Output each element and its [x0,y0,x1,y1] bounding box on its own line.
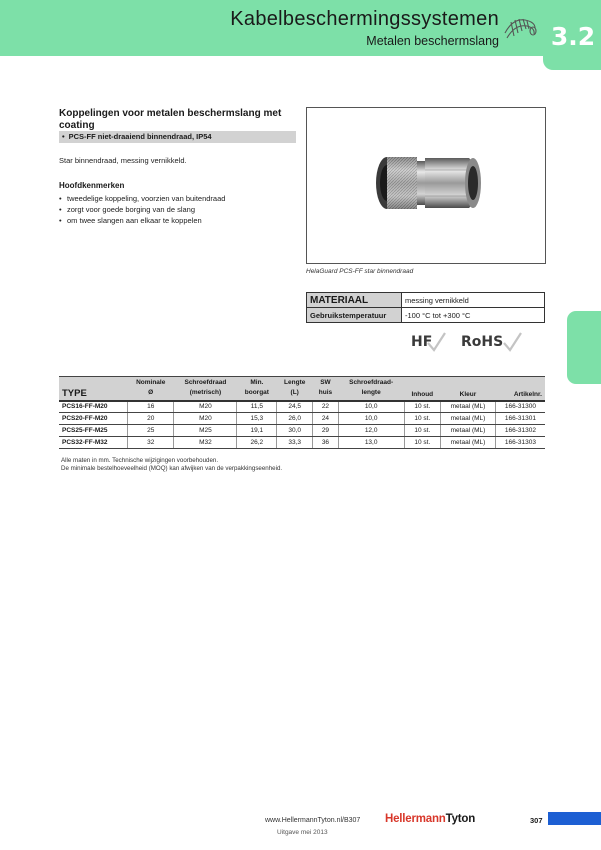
cell-kleur: metaal (ML) [441,437,496,449]
header-line: Schroefdraad- [349,379,394,387]
cell-nominale: 25 [127,425,173,437]
col-header-schroefdraad [174,377,237,401]
variant-bar [59,131,296,143]
cell-sw: 36 [313,437,339,449]
cell-schroeflengte: 10,0 [338,413,404,425]
header-line: (L) [290,389,299,397]
col-header-boorgat [237,377,277,401]
cell-inhoud: 10 st. [404,413,440,425]
footer-url[interactable]: www.HellermannTyton.nl/B307 [265,817,361,824]
header-line: SW [320,379,331,387]
cell-lengte: 30,0 [277,425,313,437]
checkmark-icon [501,331,523,353]
cell-sw: 22 [313,401,339,413]
note-line: De minimale bestelhoeveelheid (MOQ) kan afwijken van de verpakkingseenheid. [61,465,283,472]
header-line: (metrisch) [189,389,222,397]
header-line: Ø [148,389,154,397]
property-key: Gebruikstemperatuur [307,308,402,323]
cell-kleur: metaal (ML) [441,401,496,413]
col-header-type: TYPE [59,377,127,401]
cell-kleur: metaal (ML) [441,413,496,425]
cell-boorgat: 15,3 [237,413,277,425]
property-key: MATERIAAL [307,293,402,308]
product-description: Star binnendraad, messing vernikkeld. [59,156,187,165]
features-heading: Hoofdkenmerken [59,181,125,190]
bullet-icon: • [59,194,62,203]
header-line: huis [318,389,333,397]
cell-schroefdraad: M20 [174,413,237,425]
brand-logo [385,813,475,825]
header-line: boorgat [244,389,269,397]
col-header-sw [313,377,339,401]
page-subtitle: Metalen beschermslang [366,34,499,48]
edition-text: Uitgave mei 2013 [277,829,328,836]
table-row [307,308,545,323]
cell-schroeflengte: 10,0 [338,401,404,413]
header-line: lengte [361,389,381,397]
cell-nominale: 16 [127,401,173,413]
property-value: -100 °C tot +300 °C [402,308,545,323]
header-line: Lengte [284,379,306,387]
image-caption: HelaGuard PCS-FF star binnendraad [306,268,414,275]
hf-badge [409,331,449,353]
cell-artikel: 166-31302 [495,425,545,437]
col-header-artikelnr: Artikelnr. [495,377,545,401]
col-header-inhoud: Inhoud [404,377,440,401]
cell-type: PCS32-FF-M32 [59,437,127,449]
feature-text: zorgt voor goede borging van de slang [67,205,196,214]
list-item [59,215,225,226]
cell-artikel: 166-31300 [495,401,545,413]
variant-label: PCS-FF niet-draaiend binnendraad, IP54 [68,132,212,141]
table-row [59,401,545,413]
col-header-nominale [127,377,173,401]
cell-inhoud: 10 st. [404,401,440,413]
cell-lengte: 26,0 [277,413,313,425]
header-line: Min. [250,379,264,387]
cell-schroeflengte: 13,0 [338,437,404,449]
cell-inhoud: 10 st. [404,437,440,449]
cell-type: PCS20-FF-M20 [59,413,127,425]
cell-artikel: 166-31303 [495,437,545,449]
cell-schroefdraad: M32 [174,437,237,449]
cell-schroefdraad: M25 [174,425,237,437]
page-title: Kabelbeschermingssystemen [230,8,499,30]
cell-artikel: 166-31301 [495,413,545,425]
table-row [307,293,545,308]
cell-schroeflengte: 12,0 [338,425,404,437]
spec-table [59,376,545,449]
brand-part-2: Tyton [445,813,476,825]
col-header-lengte [277,377,313,401]
side-tab [567,311,601,384]
rohs-badge [459,331,524,353]
table-header-row [59,377,545,401]
bullet-icon: • [62,132,65,141]
cell-schroefdraad: M20 [174,401,237,413]
product-image-frame [306,107,546,264]
col-header-kleur: Kleur [441,377,496,401]
cell-boorgat: 26,2 [237,437,277,449]
cell-nominale: 32 [127,437,173,449]
cell-kleur: metaal (ML) [441,425,496,437]
cell-inhoud: 10 st. [404,425,440,437]
feature-text: tweedelige koppeling, voorzien van buitendraad [67,194,226,203]
header-line: Schroefdraad [184,379,227,387]
hf-label: HF [411,334,433,350]
footer-accent-bar [548,812,601,825]
brand-part-1: Hellermann [385,813,446,825]
cell-boorgat: 19,1 [237,425,277,437]
bullet-icon: • [59,205,62,214]
cell-type: PCS16-FF-M20 [59,401,127,413]
cell-sw: 29 [313,425,339,437]
table-row [59,413,545,425]
cell-lengte: 33,3 [277,437,313,449]
header-line: Nominale [136,379,166,387]
table-notes [61,457,282,473]
cell-sw: 24 [313,413,339,425]
bullet-icon: • [59,216,62,225]
property-value: messing vernikkeld [402,293,545,308]
properties-table [306,292,545,323]
product-title: Koppelingen voor metalen beschermslang met coating [59,108,282,131]
rohs-label: RoHS [461,334,504,350]
col-header-schroefdraadlengte [338,377,404,401]
feature-text: om twee slangen aan elkaar te koppelen [67,216,202,225]
features-list [59,193,225,226]
spec-table-body [59,401,545,449]
cell-nominale: 20 [127,413,173,425]
list-item [59,204,225,215]
chapter-number: 3.2 [550,22,596,51]
list-item [59,193,225,204]
conduit-icon [503,14,537,44]
cell-boorgat: 11,5 [237,401,277,413]
note-line: Alle maten in mm. Technische wijzigingen voorbehouden. [61,457,219,464]
cell-type: PCS25-FF-M25 [59,425,127,437]
cell-lengte: 24,5 [277,401,313,413]
coupling-illustration [307,108,545,263]
table-row [59,425,545,437]
table-row [59,437,545,449]
page-number: 307 [530,816,543,825]
